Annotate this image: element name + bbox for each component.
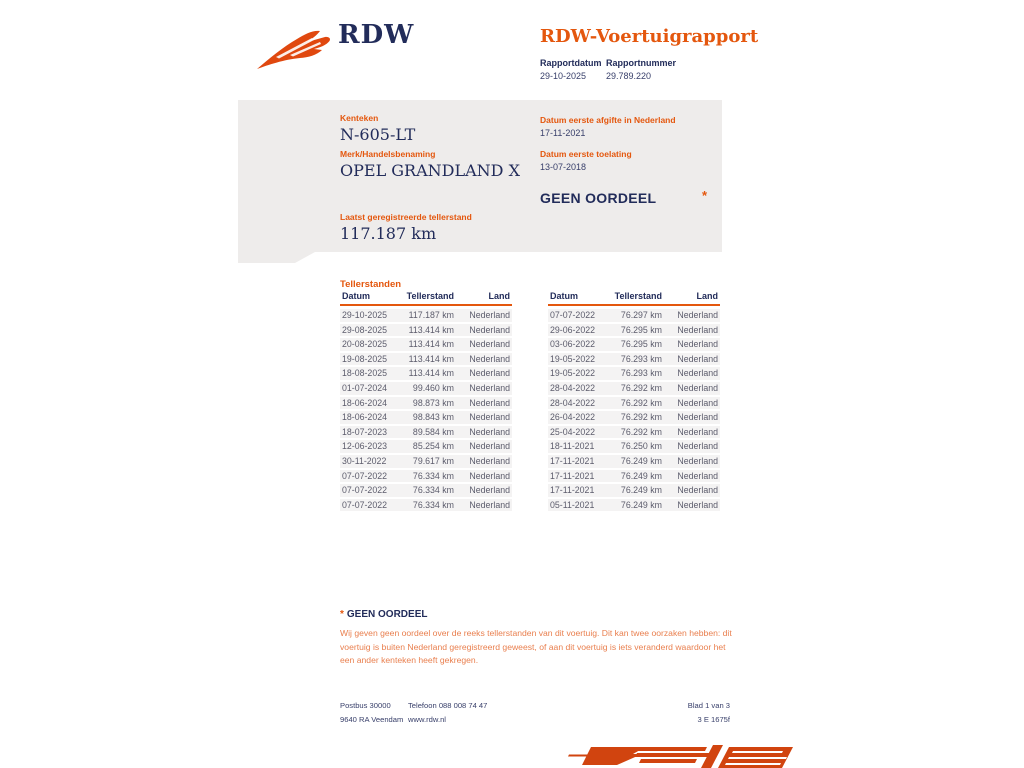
table-body [340, 309, 512, 511]
table-row [340, 353, 512, 366]
kenteken-value: N-605-LT [340, 125, 416, 144]
odometer-table-right [548, 291, 720, 513]
cell-datum: 07-07-2022 [342, 470, 387, 481]
cell-datum: 17-11-2021 [550, 485, 595, 496]
report-number-label: Rapportnummer [606, 58, 677, 68]
cell-tellerstand: 76.292 km [620, 382, 662, 393]
table-row [340, 426, 512, 439]
cell-datum: 07-07-2022 [342, 499, 387, 510]
table-row [548, 499, 720, 512]
cell-datum: 18-11-2021 [550, 441, 595, 452]
table-row [340, 470, 512, 483]
footer-address-line2: 9640 RA Veendam [340, 715, 404, 724]
report-date-value: 29-10-2025 [540, 71, 587, 81]
table-row [340, 338, 512, 351]
table-row [548, 367, 720, 380]
cell-tellerstand: 76.297 km [620, 310, 662, 320]
cell-land: Nederland [469, 412, 510, 423]
footer-page-number: Blad 1 van 3 [687, 701, 730, 710]
cell-land: Nederland [469, 499, 510, 510]
cell-tellerstand: 113.414 km [408, 339, 454, 350]
cell-land: Nederland [469, 470, 510, 481]
verdict-text: GEEN OORDEEL [540, 190, 657, 206]
cell-tellerstand: 76.334 km [412, 485, 454, 496]
tellerstand-block [340, 212, 472, 243]
cell-datum: 17-11-2021 [550, 455, 595, 466]
cell-datum: 26-04-2022 [550, 412, 595, 423]
cell-tellerstand: 98.843 km [412, 412, 454, 423]
report-number-block [606, 58, 676, 81]
col-header-land: Land [696, 291, 718, 301]
cell-land: Nederland [677, 324, 718, 335]
cell-tellerstand: 76.293 km [620, 353, 662, 364]
report-date-label: Rapportdatum [540, 58, 602, 68]
table-row [548, 382, 720, 395]
table-row [548, 484, 720, 497]
cell-tellerstand: 89.584 km [412, 426, 454, 437]
cell-land: Nederland [677, 499, 718, 510]
table-row [548, 455, 720, 468]
cell-datum: 18-06-2024 [342, 412, 387, 423]
cell-datum: 29-06-2022 [550, 324, 595, 335]
table-header [548, 291, 720, 306]
page-title: RDW-Voertuigrapport [540, 26, 759, 47]
rdw-wing-icon [256, 24, 332, 70]
cell-datum: 19-08-2025 [342, 353, 387, 364]
cell-datum: 07-07-2022 [550, 310, 595, 320]
cell-datum: 19-05-2022 [550, 368, 595, 379]
cell-tellerstand: 76.334 km [412, 499, 454, 510]
cell-land: Nederland [677, 455, 718, 466]
cell-datum: 29-10-2025 [342, 310, 387, 320]
tables-title: Tellerstanden [340, 279, 402, 290]
cell-tellerstand: 117.187 km [408, 310, 454, 320]
toelating-value: 13-07-2018 [540, 162, 587, 172]
kenteken-label: Kenteken [340, 113, 379, 123]
cell-tellerstand: 85.254 km [412, 441, 454, 452]
table-row [340, 499, 512, 512]
table-row [340, 324, 512, 337]
footer-contact [408, 699, 487, 727]
afgifte-label: Datum eerste afgifte in Nederland [540, 115, 676, 125]
footer-address-line1: Postbus 30000 [340, 701, 391, 710]
cell-tellerstand: 76.250 km [620, 441, 662, 452]
cell-land: Nederland [677, 441, 718, 452]
col-header-datum: Datum [342, 291, 371, 301]
cell-datum: 07-07-2022 [342, 485, 387, 496]
merk-label: Merk/Handelsbenaming [340, 149, 436, 159]
cell-land: Nederland [469, 382, 510, 393]
afgifte-value: 17-11-2021 [540, 128, 586, 138]
cell-tellerstand: 113.414 km [408, 368, 454, 379]
cell-tellerstand: 76.292 km [620, 412, 662, 423]
cell-land: Nederland [677, 426, 718, 437]
toelating-label: Datum eerste toelating [540, 149, 632, 159]
table-row [340, 440, 512, 453]
table-row [340, 367, 512, 380]
cell-datum: 05-11-2021 [550, 499, 595, 510]
table-row [340, 382, 512, 395]
cell-tellerstand: 76.249 km [620, 485, 662, 496]
cell-datum: 18-08-2025 [342, 368, 387, 379]
cell-land: Nederland [469, 485, 510, 496]
cell-tellerstand: 99.460 km [412, 382, 454, 393]
merk-block [340, 149, 520, 180]
toelating-block [540, 149, 632, 172]
footer-address [340, 699, 403, 727]
footnote-asterisk: * [340, 609, 344, 620]
cell-datum: 18-06-2024 [342, 397, 387, 408]
footer-page-info [600, 699, 730, 727]
cell-land: Nederland [469, 368, 510, 379]
cell-land: Nederland [469, 426, 510, 437]
cell-tellerstand: 76.292 km [620, 397, 662, 408]
table-row [340, 455, 512, 468]
table-header [340, 291, 512, 306]
cell-datum: 18-07-2023 [342, 426, 387, 437]
table-body [548, 309, 720, 511]
odometer-table-left [340, 291, 512, 513]
footer-form-code: 3 E 1675f [697, 715, 730, 724]
kenteken-block [340, 113, 415, 144]
table-row [548, 353, 720, 366]
cell-land: Nederland [469, 310, 510, 320]
col-header-datum: Datum [550, 291, 579, 301]
cell-tellerstand: 76.292 km [620, 426, 662, 437]
table-row [548, 440, 720, 453]
cell-land: Nederland [469, 397, 510, 408]
cell-land: Nederland [677, 397, 718, 408]
cell-datum: 03-06-2022 [550, 339, 595, 350]
cell-datum: 19-05-2022 [550, 353, 595, 364]
cell-tellerstand: 79.617 km [412, 455, 454, 466]
table-row [548, 338, 720, 351]
table-row [548, 324, 720, 337]
cell-land: Nederland [469, 353, 510, 364]
table-row [548, 426, 720, 439]
table-row [548, 470, 720, 483]
col-header-tellerstand: Tellerstand [614, 291, 662, 301]
cell-datum: 12-06-2023 [342, 441, 387, 452]
table-row [340, 397, 512, 410]
table-row [340, 309, 512, 322]
cell-land: Nederland [469, 441, 510, 452]
col-header-land: Land [488, 291, 510, 301]
cell-land: Nederland [677, 382, 718, 393]
tellerstand-value: 117.187 km [340, 224, 437, 243]
cell-datum: 30-11-2022 [342, 455, 387, 466]
tellerstand-label: Laatst geregistreerde tellerstand [340, 212, 472, 222]
footer-phone: Telefoon 088 008 74 47 [408, 701, 488, 710]
merk-value: OPEL GRANDLAND X [340, 161, 520, 180]
report-date-block [540, 58, 602, 81]
footnote-title: GEEN OORDEEL [346, 609, 428, 620]
cell-datum: 28-04-2022 [550, 397, 595, 408]
rdw-wordmark: RDW [338, 20, 415, 50]
cell-tellerstand: 113.414 km [408, 353, 454, 364]
report-number-value: 29.789.220 [606, 71, 652, 81]
cell-datum: 20-08-2025 [342, 339, 387, 350]
cell-land: Nederland [677, 353, 718, 364]
cell-datum: 25-04-2022 [550, 426, 595, 437]
cell-land: Nederland [469, 324, 510, 335]
cell-land: Nederland [677, 339, 718, 350]
cell-tellerstand: 76.249 km [620, 455, 662, 466]
cell-tellerstand: 76.295 km [620, 339, 662, 350]
table-row [548, 397, 720, 410]
cell-land: Nederland [469, 339, 510, 350]
cell-tellerstand: 98.873 km [412, 397, 454, 408]
table-row [548, 411, 720, 424]
cell-land: Nederland [677, 485, 718, 496]
cell-tellerstand: 76.249 km [620, 499, 662, 510]
footnote-text: Wij geven geen oordeel over de reeks tellerstanden van dit voertuig. Dit kan twee oorzaken hebben: dit voertuig is buiten Nederland geregistreerd geweest, of aan dit voertuig is iets veranderd waardoor het een ander kenteken heeft gekregen. [340, 628, 732, 665]
cell-land: Nederland [677, 412, 718, 423]
cell-tellerstand: 76.293 km [620, 368, 662, 379]
cell-tellerstand: 113.414 km [408, 324, 454, 335]
cell-land: Nederland [677, 470, 718, 481]
cell-tellerstand: 76.295 km [620, 324, 662, 335]
cell-land: Nederland [469, 455, 510, 466]
letterhead-stripes-icon [545, 745, 793, 768]
cell-datum: 01-07-2024 [342, 382, 387, 393]
cell-land: Nederland [677, 368, 718, 379]
footer-website: www.rdw.nl [408, 715, 446, 724]
verdict-asterisk: * [702, 188, 708, 203]
table-row [340, 411, 512, 424]
cell-datum: 17-11-2021 [550, 470, 595, 481]
cell-land: Nederland [677, 310, 718, 320]
table-row [340, 484, 512, 497]
afgifte-block [540, 115, 676, 138]
cell-datum: 29-08-2025 [342, 324, 387, 335]
cell-datum: 28-04-2022 [550, 382, 595, 393]
table-row [548, 309, 720, 322]
footnote-block [340, 604, 736, 668]
col-header-tellerstand: Tellerstand [406, 291, 454, 301]
cell-tellerstand: 76.334 km [412, 470, 454, 481]
cell-tellerstand: 76.249 km [620, 470, 662, 481]
